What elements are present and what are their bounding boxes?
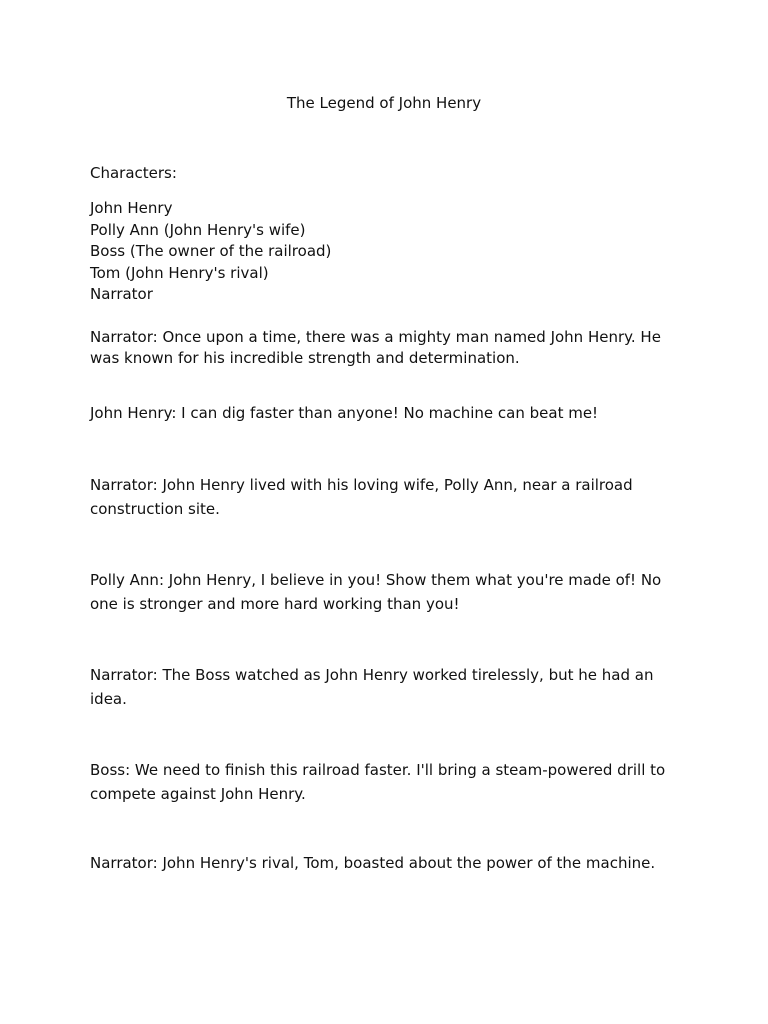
character-narrator: Narrator bbox=[90, 285, 153, 303]
dialogue-boss bbox=[90, 758, 690, 806]
dialogue-john-henry bbox=[90, 403, 690, 424]
dialogue-line: Narrator: John Henry's rival, Tom, boasted about the power of the machine. bbox=[90, 854, 656, 872]
characters-heading: Characters: bbox=[90, 164, 177, 182]
dialogue-narrator-intro bbox=[90, 327, 690, 369]
character-polly-ann: Polly Ann (John Henry's wife) bbox=[90, 220, 306, 239]
dialogue-line: Polly Ann: John Henry, I believe in you! Show them what you're made of! No bbox=[90, 571, 662, 589]
dialogue-narrator-tom bbox=[90, 853, 690, 874]
dialogue-line: compete against John Henry. bbox=[90, 785, 306, 803]
dialogue-narrator-boss bbox=[90, 663, 690, 711]
dialogue-line: John Henry: I can dig faster than anyone! No machine can beat me! bbox=[90, 404, 599, 422]
dialogue-line: Boss: We need to finish this railroad faster. I'll bring a steam-powered drill to bbox=[90, 761, 666, 779]
character-tom: Tom (John Henry's rival) bbox=[90, 263, 269, 282]
character-john-henry: John Henry bbox=[90, 199, 173, 217]
dialogue-polly-ann bbox=[90, 568, 690, 616]
dialogue-narrator-wife bbox=[90, 473, 690, 521]
character-list bbox=[90, 198, 690, 306]
character-boss: Boss (The owner of the railroad) bbox=[90, 242, 332, 260]
dialogue-line: idea. bbox=[90, 690, 127, 708]
dialogue-line: one is stronger and more hard working than you! bbox=[90, 595, 460, 613]
dialogue-line: Narrator: The Boss watched as John Henry worked tirelessly, but he had an bbox=[90, 666, 654, 684]
dialogue-line: Narrator: John Henry lived with his loving wife, Polly Ann, near a railroad bbox=[90, 476, 633, 494]
dialogue-line: construction site. bbox=[90, 500, 220, 518]
dialogue-line: Narrator: Once upon a time, there was a mighty man named John Henry. He bbox=[90, 328, 661, 346]
dialogue-line: was known for his incredible strength and determination. bbox=[90, 349, 520, 367]
document-title: The Legend of John Henry bbox=[286, 94, 482, 112]
